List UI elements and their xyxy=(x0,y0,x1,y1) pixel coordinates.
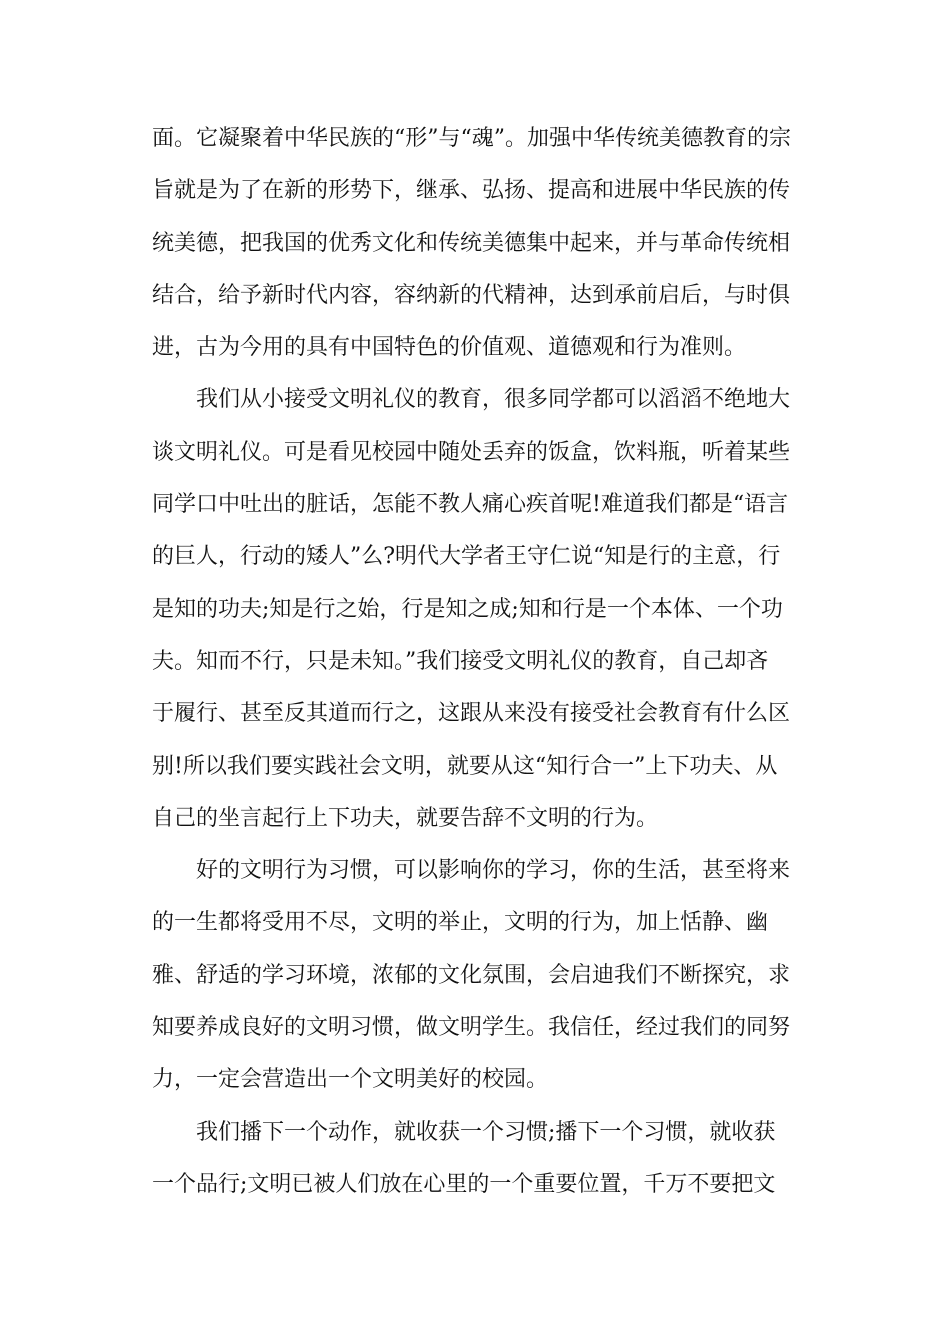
paragraph-first-line: 我们从小接受文明礼仪的教育，很多同学都可以滔滔不绝地大 xyxy=(196,387,791,413)
text-line: 知要养成良好的文明习惯，做文明学生。我信任，经过我们的同努 xyxy=(152,1015,791,1041)
text-line: 是知的功夫;知是行之始，行是知之成;知和行是一个本体、一个功 xyxy=(152,596,783,622)
text-line: 的巨人，行动的矮人”么?明代大学者王守仁说“知是行的主意，行 xyxy=(152,544,781,570)
text-line: 谈文明礼仪。可是看见校园中随处丢弃的饭盒，饮料瓶，听着某些 xyxy=(152,439,791,465)
text-line: 雅、舒适的学习环境，浓郁的文化氛围，会启迪我们不断探究，求 xyxy=(152,962,791,988)
text-line: 自己的坐言起行上下功夫，就要告辞不文明的行为。 xyxy=(152,805,659,831)
text-line: 一个品行;文明已被人们放在心里的一个重要位置，千万不要把文 xyxy=(152,1171,776,1197)
text-line: 统美德，把我国的优秀文化和传统美德集中起来，并与革命传统相 xyxy=(152,230,791,256)
text-line: 进，古为今用的具有中国特色的价值观、道德观和行为准则。 xyxy=(152,335,747,361)
paragraph-first-line: 我们播下一个动作，就收获一个习惯;播下一个习惯，就收获 xyxy=(196,1119,776,1145)
text-line: 结合，给予新时代内容，容纳新的代精神，达到承前启后，与时俱 xyxy=(152,282,791,308)
text-line: 的一生都将受用不尽，文明的举止，文明的行为，加上恬静、幽 xyxy=(152,910,769,936)
text-line: 别!所以我们要实践社会文明，就要从这“知行合一”上下功夫、从 xyxy=(152,753,778,779)
text-line: 于履行、甚至反其道而行之，这跟从来没有接受社会教育有什么区 xyxy=(152,701,791,727)
text-line: 夫。知而不行，只是未知。”我们接受文明礼仪的教育，自己却吝 xyxy=(152,648,769,674)
body-text xyxy=(152,113,812,1211)
text-line: 旨就是为了在新的形势下，继承、弘扬、提高和进展中华民族的传 xyxy=(152,178,791,204)
text-line: 面。它凝聚着中华民族的“形”与“魂”。加强中华传统美德教育的宗 xyxy=(152,126,791,151)
text-line: 力，一定会营造出一个文明美好的校园。 xyxy=(152,1067,549,1093)
paragraph-first-line: 好的文明行为习惯，可以影响你的学习，你的生活，甚至将来 xyxy=(196,858,791,884)
text-line: 同学口中吐出的脏话，怎能不教人痛心疾首呢!难道我们都是“语言 xyxy=(152,492,789,518)
